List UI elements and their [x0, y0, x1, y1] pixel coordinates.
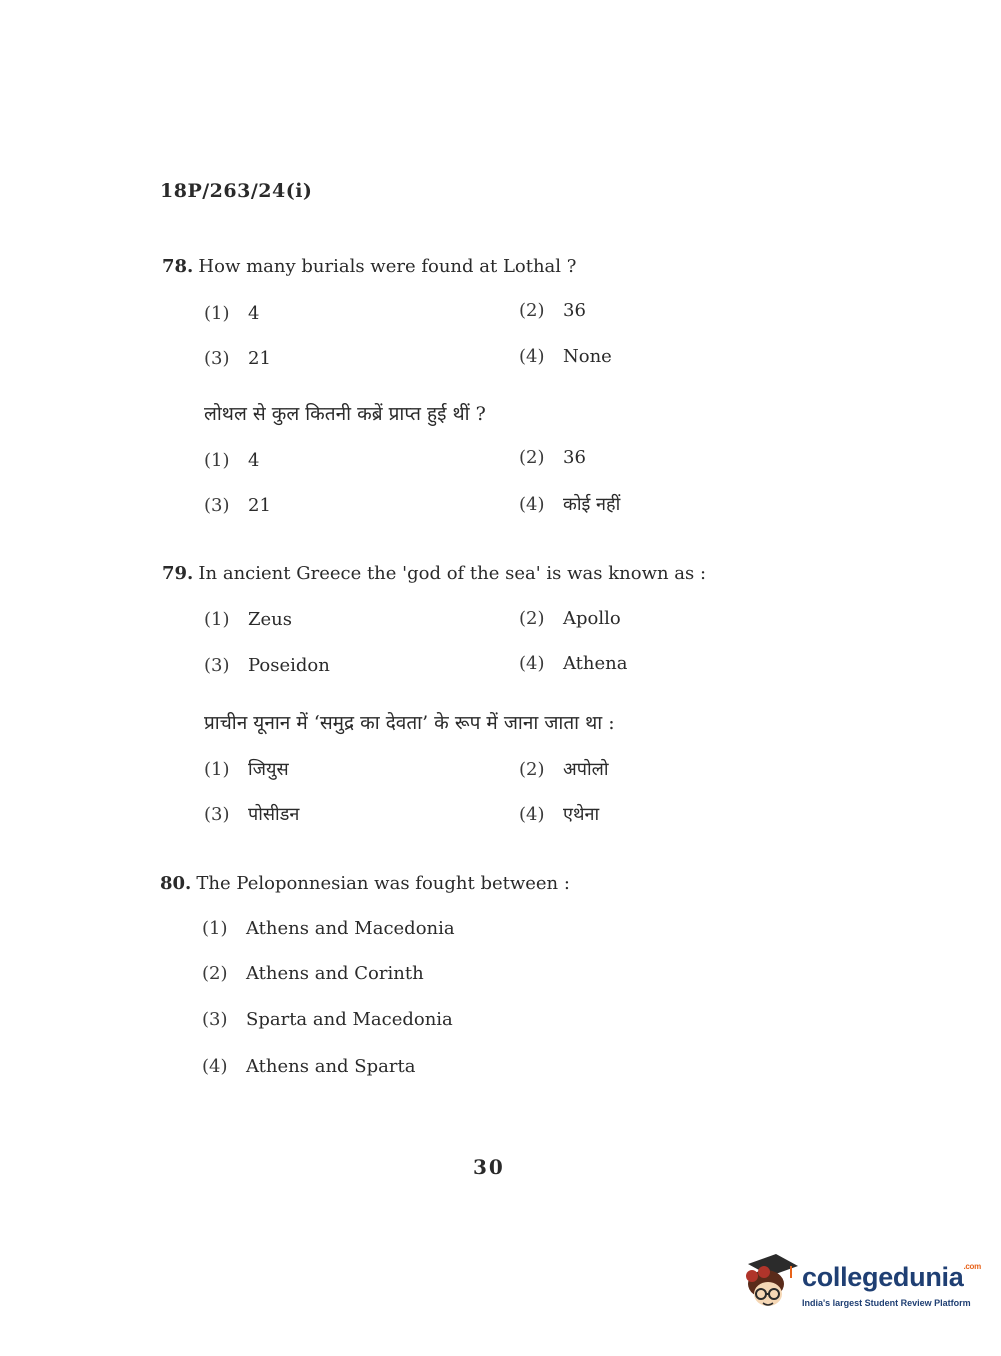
- hindi-option-2: (2) अपोलो: [519, 759, 609, 780]
- hindi-option-2: (2) 36: [519, 447, 586, 468]
- option-3: (3) Sparta and Macedonia: [202, 1009, 453, 1030]
- option-2: (2) Apollo: [519, 608, 621, 629]
- option-3: (3) 21: [204, 348, 271, 369]
- hindi-option-3: (3) पोसीडन: [204, 804, 300, 825]
- option-4: (4) Athens and Sparta: [202, 1056, 416, 1077]
- question-80-heading: [160, 873, 570, 894]
- hindi-option-1: (1) जियुस: [204, 759, 289, 780]
- option-1: (1) Zeus: [204, 609, 292, 630]
- collegedunia-logo: [742, 1250, 981, 1320]
- option-3: (3) Poseidon: [204, 655, 330, 676]
- option-2: (2) Athens and Corinth: [202, 963, 424, 984]
- hindi-option-3: (3) 21: [204, 495, 271, 516]
- question-number: 80.: [160, 873, 192, 894]
- option-1: (1) Athens and Macedonia: [202, 918, 455, 939]
- question-text: How many burials were found at Lothal ?: [198, 256, 577, 277]
- option-4: (4) None: [519, 346, 612, 367]
- mascot-icon: [742, 1250, 800, 1314]
- hindi-option-4: (4) एथेना: [519, 804, 600, 825]
- page-number: 30: [473, 1155, 505, 1179]
- hindi-option-1: (1) 4: [204, 450, 260, 471]
- paper-code: 18P/263/24(i): [160, 180, 313, 202]
- question-79-heading: [162, 563, 706, 584]
- question-number: 78.: [162, 256, 194, 277]
- logo-tagline: India's largest Student Review Platform: [802, 1298, 971, 1308]
- option-2: (2) 36: [519, 300, 586, 321]
- hindi-option-4: (4) कोई नहीं: [519, 494, 621, 515]
- question-78-heading: [162, 256, 576, 277]
- question-number: 79.: [162, 563, 194, 584]
- option-1: (1) 4: [204, 303, 260, 324]
- hindi-question-text: लोथल से कुल कितनी कब्रें प्राप्त हुई थीं ?: [204, 403, 486, 425]
- option-4: (4) Athena: [519, 653, 628, 674]
- logo-wordmark: collegedunia$^{.com}$: [802, 1262, 981, 1292]
- question-text: The Peloponnesian was fought between :: [196, 873, 570, 894]
- question-text: In ancient Greece the 'god of the sea' is was known as :: [198, 563, 707, 584]
- hindi-question-text: प्राचीन यूनान में ‘समुद्र का देवता’ के रूप में जाना जाता था :: [204, 712, 615, 734]
